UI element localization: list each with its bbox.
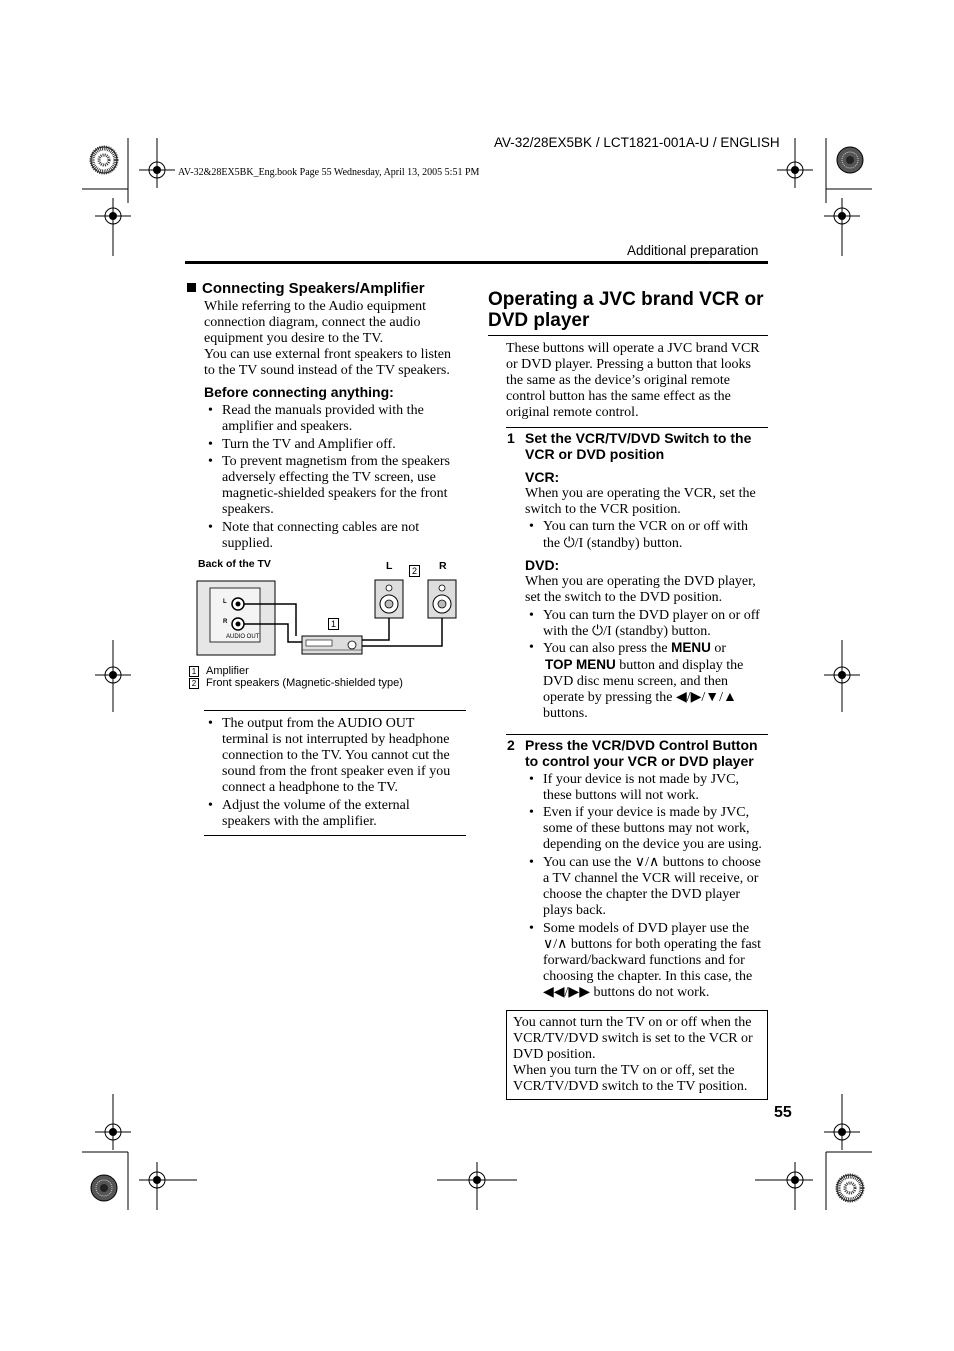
step-2-heading: Press the VCR/DVD Control Button to control your VCR or DVD player	[525, 737, 758, 769]
list-item: • Read the manuals provided with the amplifier and speakers.	[222, 403, 424, 435]
top-menu-button-label: TOP MENU	[545, 657, 616, 672]
legend-item: 2 Front speakers (Magnetic-shielded type)	[189, 677, 403, 689]
list-item: • You can also press the MENU or TOP MENU button and display the DVD disc menu screen, and then operate by pressing the ◀/▶/▼/▲ buttons.	[543, 640, 743, 722]
before-connecting-heading: Before connecting anything:	[204, 384, 394, 400]
dvd-text: When you are operating the DVD player, set the switch to the DVD position.	[525, 574, 756, 605]
list-item: • Note that connecting cables are not supplied.	[222, 520, 419, 552]
intro-rule	[506, 427, 768, 428]
step-1-number: 1	[507, 430, 515, 446]
speakers-intro: While referring to the Audio equipment connection diagram, connect the audio equipment you desire to the TV. You can use external front speakers to listen to the TV sound instead of the TV speakers.	[204, 299, 452, 378]
menu-button-label: MENU	[671, 640, 711, 655]
vcr-text: When you are operating the VCR, set the switch to the VCR position.	[525, 486, 756, 517]
notice-box: You cannot turn the TV on or off when the VCR/TV/DVD switch is set to the VCR or DVD position. When you turn the TV on or off, set the VCR/TV/DVD switch to the TV position.	[506, 1010, 768, 1100]
page-number: 55	[774, 1104, 792, 1121]
list-item: • Turn the TV and Amplifier off.	[222, 437, 396, 453]
list-item: • Some models of DVD player use the ∨/∧ buttons for both operating the fast forward/backward functions and for choosing the chapter. In this case, the ◀◀/▶▶ buttons do not work.	[543, 921, 761, 1001]
callout-1: 1	[328, 618, 339, 630]
vcr-label: VCR:	[525, 469, 560, 485]
dvd-label: DVD:	[525, 557, 560, 573]
list-item: • You can use the ∨/∧ buttons to choose a TV channel the VCR will receive, or choose the chapter the DVD player plays back.	[543, 855, 761, 919]
note-rule-bottom	[204, 835, 466, 836]
page-title: Operating a JVC brand VCR or DVD player	[488, 289, 764, 331]
list-item: • Even if your device is made by JVC, some of these buttons may not work, depending on the device you are using.	[543, 805, 762, 853]
jack-l-label: L	[223, 599, 227, 605]
list-item: • Adjust the volume of the external speakers with the amplifier.	[222, 798, 410, 830]
back-of-tv-label: Back of the TV	[198, 558, 271, 570]
wiring-drawing	[196, 556, 466, 666]
callout-2: 2	[409, 565, 420, 577]
square-bullet-icon	[187, 283, 196, 292]
note-rule-top	[204, 710, 466, 711]
vcr-dvd-intro: These buttons will operate a JVC brand VCR or DVD player. Pressing a button that looks the same as the device’s original remote control button has the same effect as the original remote control.	[506, 341, 760, 420]
diagram-legend	[189, 665, 403, 689]
speaker-l-label: L	[386, 560, 393, 572]
audio-out-label: AUDIO OUT	[226, 634, 260, 640]
header-rule	[185, 261, 768, 264]
title-rule	[488, 335, 768, 336]
speaker-r-label: R	[439, 560, 447, 572]
document-code: AV-32/28EX5BK / LCT1821-001A-U / ENGLISH	[494, 135, 780, 150]
list-item: • If your device is not made by JVC, these buttons will not work.	[543, 772, 739, 804]
connection-diagram	[196, 556, 466, 666]
list-item: • To prevent magnetism from the speakers adversely effecting the TV screen, use magnetic-shielded speakers for the front speakers.	[222, 454, 450, 518]
step-1-heading: Set the VCR/TV/DVD Switch to the VCR or DVD position	[525, 430, 752, 462]
list-item: • The output from the AUDIO OUT terminal is not interrupted by headphone connection to the TV. You cannot cut the sound from the front speaker even if you connect a headphone to the TV.	[222, 716, 450, 796]
step-1-rule	[506, 734, 768, 735]
legend-item: 1 Amplifier	[189, 665, 403, 677]
section-title-speakers: Connecting Speakers/Amplifier	[187, 280, 425, 297]
book-stamp: AV-32&28EX5BK_Eng.book Page 55 Wednesday, April 13, 2005 5:51 PM	[178, 167, 480, 178]
section-header: Additional preparation	[627, 243, 759, 258]
jack-r-label: R	[223, 619, 228, 625]
list-item: • You can turn the VCR on or off with the ⏻/I (standby) button.	[543, 519, 748, 552]
list-item: • You can turn the DVD player on or off with the ⏻/I (standby) button.	[543, 608, 760, 640]
step-2-number: 2	[507, 737, 515, 753]
